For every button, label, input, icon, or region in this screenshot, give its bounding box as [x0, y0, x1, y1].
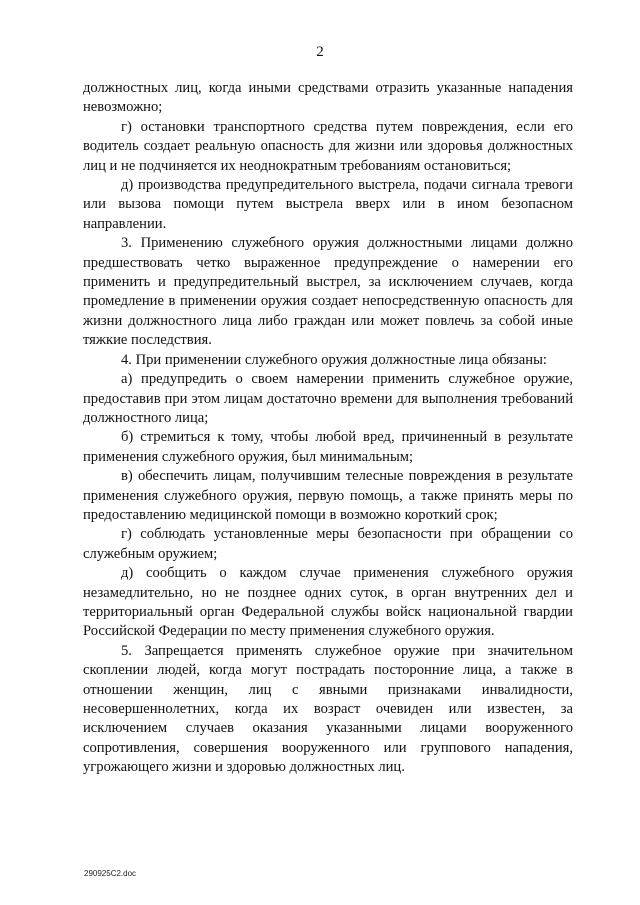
- paragraph-item-g-vehicle: г) остановки транспортного средства путем повреждения, если его водитель создает реальную опасность для жизни или здоровья должностных лиц и не подчиняется их неоднократным требованиям остановиться;: [83, 118, 573, 174]
- document-body: [83, 79, 573, 778]
- paragraph-clause-3: 3. Применению служебного оружия должностными лицами должно предшествовать четко выраженное предупреждение о намерении его применить и предупредительный выстрел, за исключением случаев, когда промедление в применении оружия создает непосредственную опасность для жизни должностного лица либо граждан или может повлечь за собой иные тяжкие последствия.: [83, 235, 573, 349]
- paragraph-item-d-report: д) сообщить о каждом случае применения служебного оружия незамедлительно, но не позднее одних суток, в орган внутренних дел и территориальный орган Федеральной службы войск национальной гвардии Российской Федерации по месту применения служебного оружия.: [83, 565, 573, 640]
- paragraph-item-g-safety: г) соблюдать установленные меры безопасности при обращении со служебным оружием;: [83, 526, 573, 562]
- paragraph-continuation: должностных лиц, когда иными средствами отразить указанные нападения невозможно;: [83, 80, 573, 116]
- paragraph-item-b: б) стремиться к тому, чтобы любой вред, причиненный в результате применения служебного оружия, был минимальным;: [83, 429, 573, 465]
- file-code: 290925С2.doc: [84, 869, 137, 878]
- paragraph-item-v: в) обеспечить лицам, получившим телесные повреждения в результате применения служебного оружия, первую помощь, а также принять меры по предоставлению медицинской помощи в возможно короткий срок;: [83, 468, 573, 523]
- paragraph-clause-5: 5. Запрещается применять служебное оружие при значительном скоплении людей, когда могут пострадать посторонние лица, а также в отношении женщин, лиц с явными признаками инвалидности, несовершеннолетних, когда их возраст очевиден или известен, за исключением случаев оказания указанными лицами вооруженного сопротивления, совершения вооруженного или группового нападения, угрожающего жизни и здоровью должностных лиц.: [83, 642, 573, 776]
- paragraph-item-d-warning-shot: д) производства предупредительного выстрела, подачи сигнала тревоги или вызова помощи путем выстрела вверх или в ином безопасном направлении.: [83, 177, 573, 232]
- paragraph-clause-4: 4. При применении служебного оружия должностные лица обязаны:: [121, 351, 547, 368]
- paragraph-item-a: а) предупредить о своем намерении применить служебное оружие, предоставив при этом лицам достаточно времени для выполнения требований должностного лица;: [83, 371, 573, 426]
- page-number: 2: [316, 44, 324, 60]
